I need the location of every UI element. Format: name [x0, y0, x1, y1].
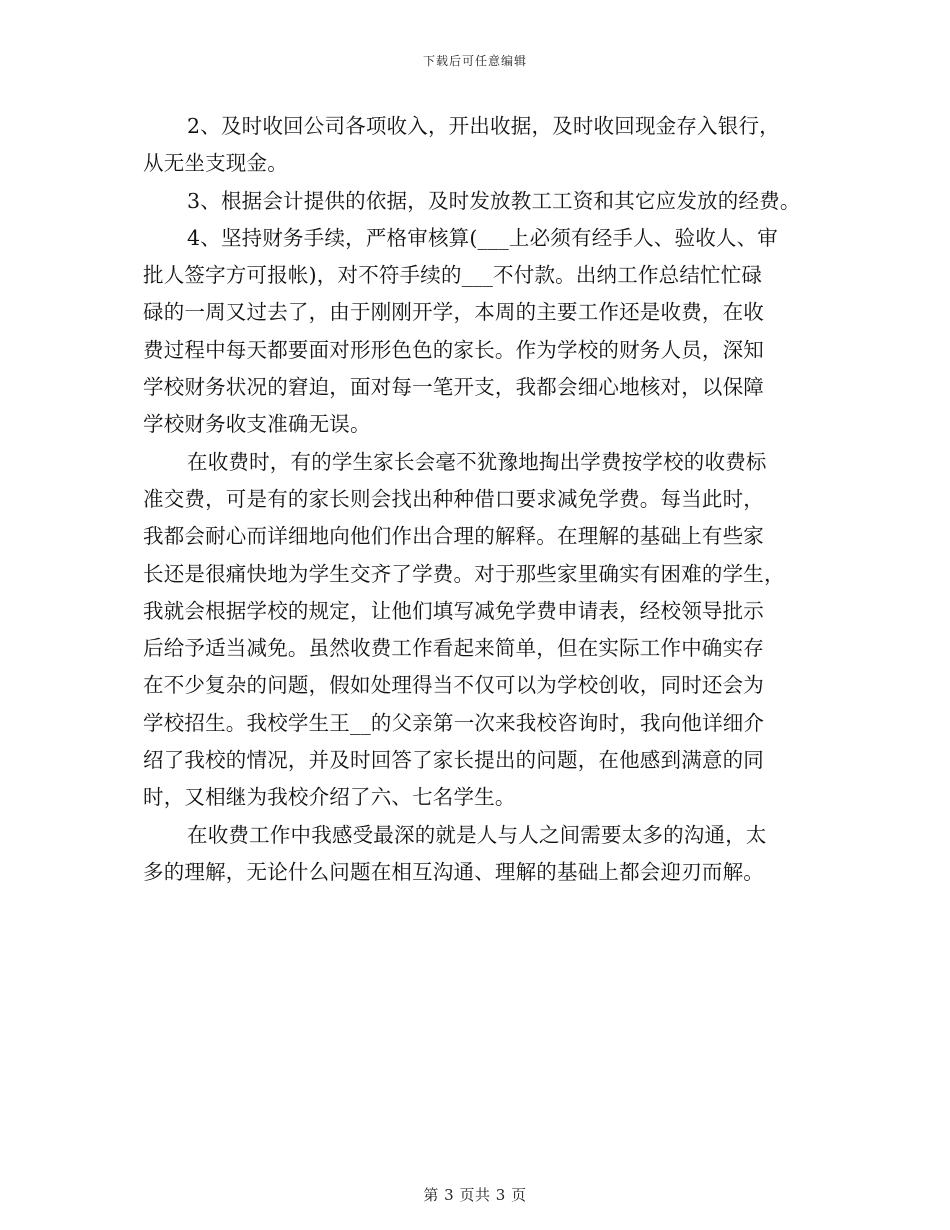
paragraph-line: 在收费时，有的学生家长会毫不犹豫地掏出学费按学校的收费标 [187, 449, 767, 474]
paragraph-line: 在不少复杂的问题，假如处理得当不仅可以为学校创收，同时还会为 [143, 673, 764, 698]
page-footer: 第 3 页共 3 页 [423, 1186, 527, 1204]
paragraph-line: 批人签字方可报帐)，对不符手续的___不付款。出纳工作总结忙忙碌 [143, 263, 763, 288]
paragraph-line: 费过程中每天都要面对形形色色的家长。作为学校的财务人员，深知 [143, 337, 764, 362]
paragraph-line: 后给予适当减免。虽然收费工作看起来简单，但在实际工作中确实存 [143, 636, 764, 661]
paragraph-line: 在收费工作中我感受最深的就是人与人之间需要太多的沟通，太 [187, 822, 767, 847]
paragraph-line: 我就会根据学校的规定，让他们填写减免学费申请表，经校领导批示 [143, 598, 764, 623]
paragraph-line: 多的理解，无论什么问题在相互沟通、理解的基础上都会迎刃而解。 [143, 859, 764, 884]
paragraph-line: 绍了我校的情况，并及时回答了家长提出的问题，在他感到满意的同 [143, 748, 764, 773]
paragraph-line: 学校财务状况的窘迫，面对每一笔开支，我都会细心地核对，以保障 [143, 375, 764, 400]
paragraph-line: 3、根据会计提供的依据，及时发放教工工资和其它应发放的经费。 [187, 188, 801, 213]
paragraph-line: 2、及时收回公司各项收入，开出收据，及时收回现金存入银行， [187, 114, 780, 138]
paragraph-line: 学校招生。我校学生王__的父亲第一次来我校咨询时，我向他详细介 [143, 710, 765, 735]
paragraph-line: 从无坐支现金。 [143, 151, 288, 176]
page-header: 下载后可任意编辑 [422, 54, 527, 68]
paragraph-line: 学校财务收支准确无误。 [143, 412, 371, 437]
paragraph-line: 长还是很痛快地为学生交齐了学费。对于那些家里确实有困难的学生， [143, 561, 785, 586]
paragraph-line: 碌的一周又过去了，由于刚刚开学，本周的主要工作还是收费，在收 [143, 300, 764, 325]
paragraph-line: 4、坚持财务手续，严格审核算(___上必须有经手人、验收人、审 [187, 225, 778, 250]
paragraph-line: 准交费，可是有的家长则会找出种种借口要求减免学费。每当此时， [143, 486, 764, 511]
document-body [143, 108, 819, 891]
paragraph-line: 时，又相继为我校介绍了六、七名学生。 [143, 785, 516, 810]
paragraph-line: 我都会耐心而详细地向他们作出合理的解释。在理解的基础上有些家 [143, 524, 764, 549]
